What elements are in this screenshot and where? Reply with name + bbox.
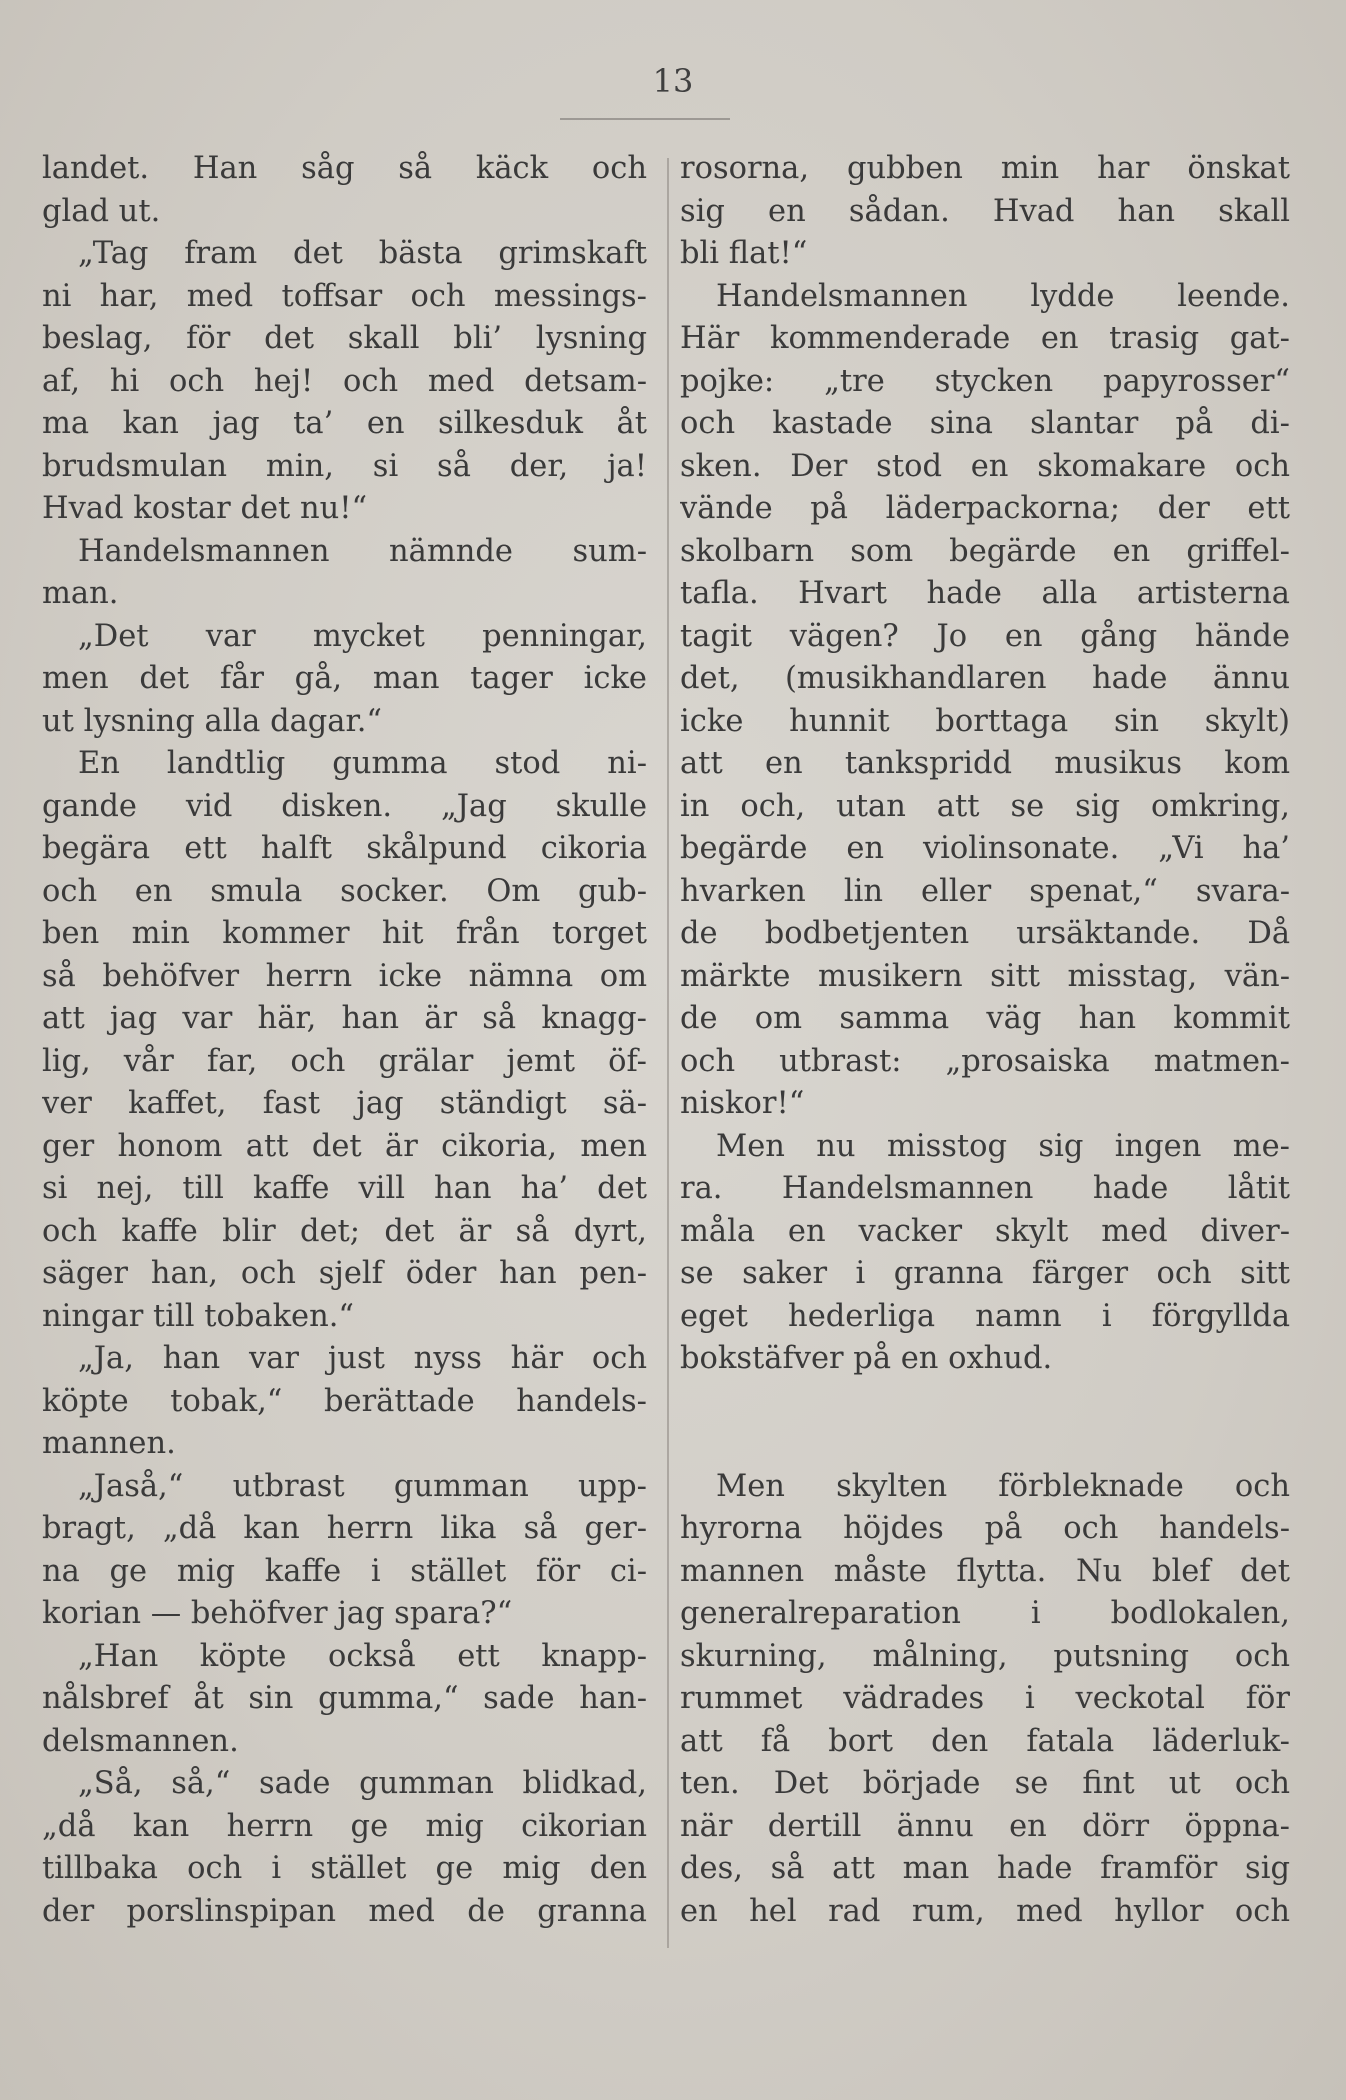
text-line: och kastade sina slantar på di- xyxy=(680,406,1290,441)
text-line: märkte musikern sitt misstag, vän- xyxy=(680,958,1290,994)
text-line: och kaffe blir det; det är så dyrt, xyxy=(42,1213,647,1249)
text-line: ben min kommer hit från torget xyxy=(42,916,647,951)
text-line: att få bort den fatala läderluk- xyxy=(680,1723,1290,1759)
text-line: ningar till tobaken.“ xyxy=(42,1298,355,1334)
text-line: tafla. Hvart hade alla artisterna xyxy=(680,576,1290,611)
text-line: „Ja, han var just nyss här och xyxy=(78,1341,647,1376)
text-line: vände på läderpackorna; der ett xyxy=(680,491,1290,526)
left-text-column xyxy=(42,148,647,1933)
text-line: måla en vacker skylt med diver- xyxy=(680,1213,1290,1249)
text-line: se saker i granna färger och sitt xyxy=(680,1256,1290,1291)
text-line: glad ut. xyxy=(42,193,161,229)
text-line: „Så, så,“ sade gumman blidkad, xyxy=(78,1766,647,1801)
text-line: att jag var här, han är så knagg- xyxy=(42,1001,647,1036)
text-line: generalreparation i bodlokalen, xyxy=(680,1596,1290,1631)
text-line: si nej, till kaffe vill han ha’ det xyxy=(42,1171,647,1206)
text-line: mannen måste flytta. Nu blef det xyxy=(680,1553,1290,1589)
text-line: korian — behöfver jag spara?“ xyxy=(42,1596,513,1631)
text-line: „Jaså,“ utbrast gumman upp- xyxy=(78,1468,647,1504)
text-line: der porslinspipan med de granna xyxy=(42,1893,647,1929)
text-line: och utbrast: „prosaiska matmen- xyxy=(680,1043,1290,1079)
text-line: En landtlig gumma stod ni- xyxy=(78,746,647,781)
text-line: ma kan jag ta’ en silkesduk åt xyxy=(42,406,647,441)
page-number: 13 xyxy=(652,62,694,100)
text-line: ver kaffet, fast jag ständigt sä- xyxy=(42,1086,647,1121)
text-line: begära ett halft skålpund cikoria xyxy=(42,831,647,866)
text-line: de bodbetjenten ursäktande. Då xyxy=(680,916,1290,951)
text-line: när dertill ännu en dörr öppna- xyxy=(680,1808,1290,1844)
text-line: niskor!“ xyxy=(680,1086,805,1121)
text-line: lig, vår far, och grälar jemt öf- xyxy=(42,1043,647,1079)
column-divider xyxy=(667,158,669,1948)
text-line: mannen. xyxy=(42,1426,176,1461)
right-column-top-section xyxy=(680,148,1290,1381)
text-line: bokstäfver på en oxhud. xyxy=(680,1341,1053,1376)
text-line: Men nu misstog sig ingen me- xyxy=(716,1128,1290,1164)
text-line: ger honom att det är cikoria, men xyxy=(42,1128,647,1164)
text-line: Hvad kostar det nu!“ xyxy=(42,491,368,526)
right-text-column xyxy=(680,148,1290,1933)
text-line: det, (musikhandlaren hade ännu xyxy=(680,661,1290,696)
text-line: brudsmulan min, si så der, ja! xyxy=(42,448,647,484)
text-line: ra. Handelsmannen hade låtit xyxy=(680,1171,1290,1206)
text-line: af, hi och hej! och med detsam- xyxy=(42,363,647,399)
text-line: eget hederliga namn i förgyllda xyxy=(680,1298,1290,1334)
text-line: hvarken lin eller spenat,“ svara- xyxy=(680,873,1290,909)
text-line: tillbaka och i stället ge mig den xyxy=(42,1851,647,1886)
text-line: man. xyxy=(42,576,119,611)
text-line: rosorna, gubben min har önskat xyxy=(680,151,1290,186)
text-line: Här kommenderade en trasig gat- xyxy=(680,321,1290,356)
text-line: ut lysning alla dagar.“ xyxy=(42,703,382,739)
right-column-bottom-section xyxy=(680,1466,1290,1934)
text-line: och en smula socker. Om gub- xyxy=(42,873,647,909)
text-line: bli flat!“ xyxy=(680,236,808,271)
text-line: de om samma väg han kommit xyxy=(680,1001,1290,1036)
text-line: „Det var mycket penningar, xyxy=(78,618,647,654)
text-line: skurning, målning, putsning och xyxy=(680,1638,1290,1674)
text-line: na ge mig kaffe i stället för ci- xyxy=(42,1553,647,1589)
text-line: sken. Der stod en skomakare och xyxy=(680,448,1290,484)
text-line: delsmannen. xyxy=(42,1723,239,1759)
text-line: tagit vägen? Jo en gång hände xyxy=(680,618,1290,654)
text-line: köpte tobak,“ berättade handels- xyxy=(42,1383,647,1419)
text-line: rummet vädrades i veckotal för xyxy=(680,1681,1290,1716)
text-line: in och, utan att se sig omkring, xyxy=(680,788,1290,824)
text-line: hyrorna höjdes på och handels- xyxy=(680,1511,1290,1546)
text-line: Handelsmannen nämnde sum- xyxy=(78,533,647,569)
text-line: sig en sådan. Hvad han skall xyxy=(680,193,1290,229)
text-line: ten. Det började se fint ut och xyxy=(680,1766,1290,1801)
text-line: begärde en violinsonate. „Vi ha’ xyxy=(680,831,1290,866)
text-line: ni har, med toffsar och messings- xyxy=(42,278,647,314)
text-line: men det får gå, man tager icke xyxy=(42,661,647,696)
text-line: Handelsmannen lydde leende. xyxy=(716,278,1290,314)
text-line: skolbarn som begärde en griffel- xyxy=(680,533,1290,569)
text-line: säger han, och sjelf öder han pen- xyxy=(42,1256,647,1291)
text-line: så behöfver herrn icke nämna om xyxy=(42,958,647,994)
text-line: des, så att man hade framför sig xyxy=(680,1851,1290,1886)
text-line: landet. Han såg så käck och xyxy=(42,151,647,186)
text-line: „Han köpte också ett knapp- xyxy=(78,1638,647,1674)
text-line: beslag, för det skall bli’ lysning xyxy=(42,321,647,356)
section-gap xyxy=(680,1381,1290,1466)
text-line: pojke: „tre stycken papyrosser“ xyxy=(680,363,1290,399)
text-line: att en tankspridd musikus kom xyxy=(680,746,1290,781)
text-line: en hel rad rum, med hyllor och xyxy=(680,1893,1290,1929)
header-rule xyxy=(560,118,730,120)
text-line: nålsbref åt sin gumma,“ sade han- xyxy=(42,1681,647,1716)
text-line: gande vid disken. „Jag skulle xyxy=(42,788,647,824)
text-line: „Tag fram det bästa grimskaft xyxy=(78,236,647,271)
text-line: bragt, „då kan herrn lika så ger- xyxy=(42,1511,647,1546)
text-line: Men skylten förbleknade och xyxy=(716,1468,1290,1504)
text-line: icke hunnit borttaga sin skylt) xyxy=(680,703,1290,739)
text-line: „då kan herrn ge mig cikorian xyxy=(42,1808,647,1844)
